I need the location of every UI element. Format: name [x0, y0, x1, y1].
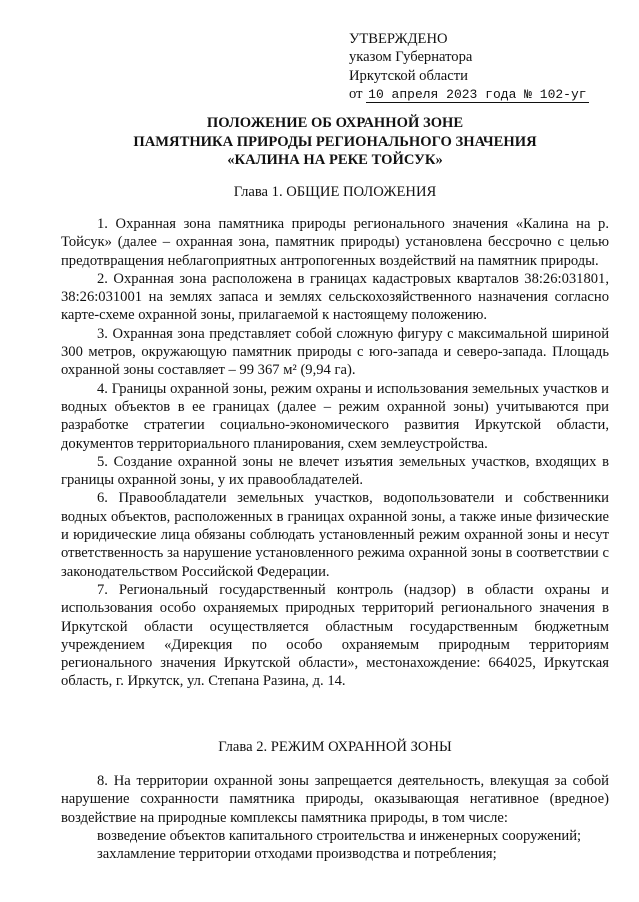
paragraph-8: 8. На территории охранной зоны запрещается деятельность, влекущая за собой нарушение сохранности памятника природы, оказывающая негативное (вредное) воздействие на природные комплексы памятника природы, в том числе: [61, 773, 609, 826]
paragraph-1: 1. Охранная зона памятника природы регионального значения «Калина на р. Тойсук» (далее – охранная зона, памятник природы) установлена бессрочно с целью предотвращения неблагоприятных антропогенных воздействий на памятник природы. [61, 216, 609, 269]
paragraph-3: 3. Охранная зона представляет собой сложную фигуру с максимальной шириной 300 метров, окружающую памятник природы с юго-запада и северо-запада. Площадь охранной зоны составляет – 99 367 м² (9,94 га). [61, 325, 609, 379]
chapter-2-body [61, 772, 609, 863]
chapter-2-heading: Глава 2. РЕЖИМ ОХРАННОЙ ЗОНЫ [218, 739, 452, 755]
title-line-2: ПАМЯТНИКА ПРИРОДЫ РЕГИОНАЛЬНОГО ЗНАЧЕНИЯ [133, 133, 537, 150]
approval-date-number: 10 апреля 2023 года № 102-уг [368, 86, 587, 102]
title-line-1: ПОЛОЖЕНИЕ ОБ ОХРАННОЙ ЗОНЕ [206, 115, 464, 131]
chapter-1-heading: Глава 1. ОБЩИЕ ПОЛОЖЕНИЯ [233, 184, 437, 200]
paragraph-7: 7. Региональный государственный контроль (надзор) в области охраны и использования особо охраняемых природных территорий регионального значения в Иркутской области осуществляется областным государственным бюджетным учреждением «Дирекция по особо охраняемым природным территориям регионального значения Иркутской области», местонахождение: 664025, Иркутская область, г. Иркутск, ул. Степана Разина, д. 14. [61, 581, 609, 690]
document-title [60, 114, 610, 170]
approval-decree: указом Губернатора [349, 49, 473, 66]
approval-stamp [349, 30, 619, 104]
list-item: захламление территории отходами производства и потребления; [97, 846, 497, 863]
approval-region: Иркутской области [349, 67, 468, 84]
paragraph-5: 5. Создание охранной зоны не влечет изъятия земельных участков, входящих в границы охранной зоны, у их правообладателей. [61, 453, 609, 489]
approval-from: от [349, 85, 363, 102]
list-item: возведение объектов капитального строительства и инженерных сооружений; [97, 827, 582, 844]
approval-date-line [349, 85, 619, 104]
approval-heading: УТВЕРЖДЕНО [349, 31, 448, 47]
paragraph-4: 4. Границы охранной зоны, режим охраны и использования земельных участков и водных объектов в ее границах (далее – режим охранной зоны) учитываются при разработке стратегии социально-экономического развития Иркутской области, документов территориального планирования, схем землеустройства. [61, 380, 609, 452]
paragraph-6: 6. Правообладатели земельных участков, водопользователи и собственники водных объектов, расположенных в границах охранной зоны, а также иные физические и юридические лица обязаны соблюдать установленный режим охранной зоны и несут ответственность за нарушение установленного режима охранной зоны в соответствии с законодательством Российской Федерации. [61, 490, 609, 580]
paragraph-2: 2. Охранная зона расположена в границах кадастровых кварталов 38:26:031801, 38:26:031001 на землях запаса и землях сельскохозяйственного назначения согласно карте-схеме охранной зоны, прилагаемой к настоящему положению. [61, 270, 609, 324]
chapter-1-body [61, 215, 609, 691]
title-line-3: «КАЛИНА НА РЕКЕ ТОЙСУК» [227, 152, 443, 168]
